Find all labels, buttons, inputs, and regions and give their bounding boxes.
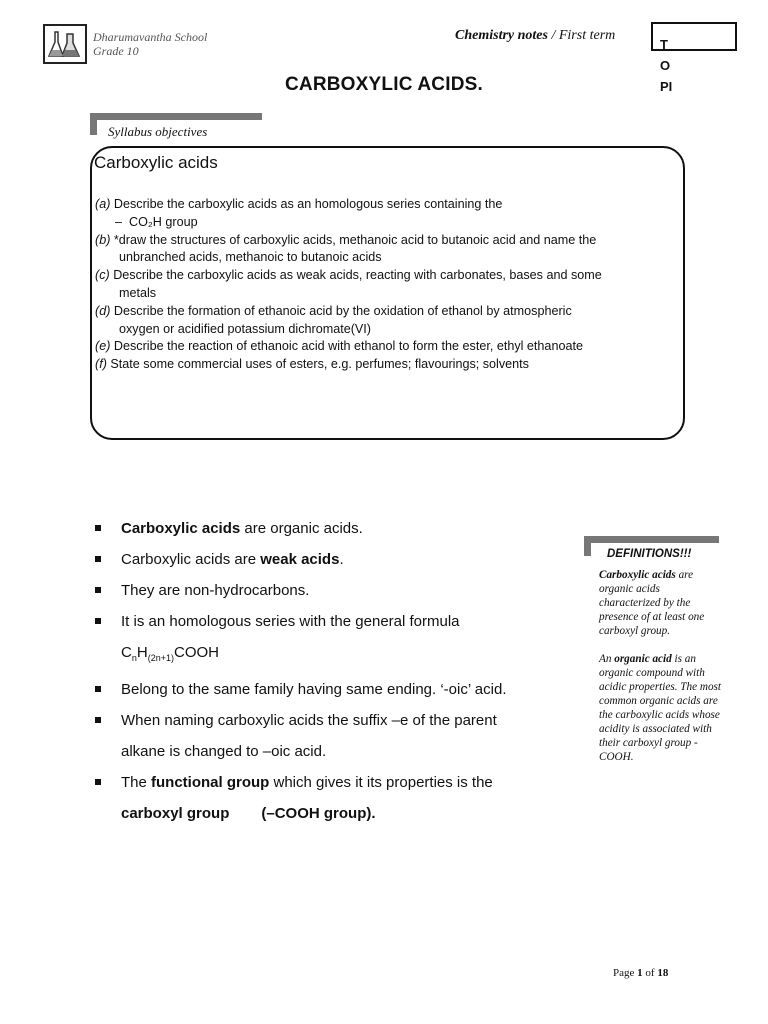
bullet-text: which gives it its properties is the xyxy=(269,774,493,791)
objective-extra: – CO₂H group xyxy=(115,214,198,229)
bullet-text: Belong to the same family having same ending. ‘-oic’ acid. xyxy=(121,681,507,698)
objective-letter: (e) xyxy=(95,339,111,354)
page-current: 1 xyxy=(637,967,643,979)
course-label xyxy=(455,28,615,44)
definition-term: Carboxylic acids xyxy=(599,569,676,581)
topic-letter: T xyxy=(660,37,668,52)
definitions-text xyxy=(599,568,724,778)
definitions-title: DEFINITIONS!!! xyxy=(607,548,692,560)
bullet-text: . xyxy=(339,551,344,568)
general-formula xyxy=(93,637,563,674)
bullet-item xyxy=(93,513,563,544)
bullet-text: The xyxy=(121,774,152,791)
definitions-bar-side xyxy=(584,536,591,556)
bullet-square-icon xyxy=(95,556,101,562)
objective-text: State some commercial uses of esters, e.g. perfumes; flavourings; solvents xyxy=(110,357,529,372)
bullet-bold: (–COOH group). xyxy=(261,805,376,822)
page-title-text: CARBOXYLIC ACIDS. xyxy=(285,74,483,95)
objective-extra-text: CO₂H group xyxy=(129,214,198,229)
definition-body: are organic acids characterized by the presence of at least one carboxyl group. xyxy=(599,569,705,637)
bullet-square-icon xyxy=(95,686,101,692)
objective-letter: (b) xyxy=(95,232,111,247)
objective-item xyxy=(95,303,680,321)
bullet-item xyxy=(93,544,563,575)
formula-part: C xyxy=(121,644,132,661)
school-logo xyxy=(43,24,87,64)
objective-letter: (d) xyxy=(95,303,111,318)
bullet-text: They are non-hydrocarbons. xyxy=(121,582,310,599)
objective-item xyxy=(95,232,680,250)
bullet-text: are organic acids. xyxy=(240,520,363,537)
objective-letter: (a) xyxy=(95,197,111,211)
topic-letter: PI xyxy=(660,79,673,94)
formula-part: COOH xyxy=(173,644,219,661)
bullet-text: Carboxylic acids are xyxy=(121,551,261,568)
page-total: 18 xyxy=(657,967,669,979)
definition-body: is an organic compound with acidic properties. The most common organic acids are the carboxylic acids whose acidity is associated with their carboxyl group - COOH. xyxy=(599,653,722,763)
school-info xyxy=(93,30,207,58)
page-label: Page xyxy=(613,967,638,979)
objective-text: Describe the reaction of ethanoic acid with ethanol to form the ester, ethyl ethanoate xyxy=(113,339,583,354)
notes-separator: / xyxy=(547,28,559,43)
bullet-square-icon xyxy=(95,779,101,785)
objective-continuation: unbranched acids, methanoic to butanoic acids xyxy=(119,250,382,265)
objective-text: Describe the carboxylic acids as an homologous series containing the xyxy=(113,197,503,211)
syllabus-bar-side xyxy=(90,113,97,135)
definition-item xyxy=(599,568,724,638)
objective-letter: (c) xyxy=(95,268,110,283)
definition-body: An xyxy=(599,653,615,665)
bullet-item xyxy=(93,767,563,798)
page-of: of xyxy=(642,967,658,979)
school-name: Dharumavantha School xyxy=(93,30,208,44)
bullet-square-icon xyxy=(95,587,101,593)
bullet-item xyxy=(93,674,563,705)
objectives-heading: Carboxylic acids xyxy=(94,153,218,172)
bullet-continuation xyxy=(93,798,563,829)
bullet-bold: weak acids xyxy=(260,551,340,568)
formula-sub: (2n+1) xyxy=(147,653,174,663)
objective-item xyxy=(95,196,680,214)
objective-continuation: oxygen or acidified potassium dichromate(VI) xyxy=(119,321,371,336)
bullet-bold: Carboxylic acids xyxy=(121,520,241,537)
objective-item xyxy=(95,267,680,285)
syllabus-bar xyxy=(90,113,262,120)
objective-item xyxy=(95,338,680,356)
bullet-bold: functional group xyxy=(151,774,270,791)
definition-term: organic acid xyxy=(614,653,672,665)
objective-text: Describe the carboxylic acids as weak acids, reacting with carbonates, bases and some xyxy=(113,268,602,283)
bullet-square-icon xyxy=(95,618,101,624)
bullet-item xyxy=(93,575,563,606)
bullet-bold: carboxyl group xyxy=(121,805,230,822)
objective-item xyxy=(95,356,680,374)
objective-text: *draw the structures of carboxylic acids, methanoic acid to butanoic acid and name the xyxy=(113,232,597,247)
bullet-square-icon xyxy=(95,717,101,723)
bullet-item xyxy=(93,606,563,637)
formula-part: H xyxy=(136,644,148,661)
bullet-text: It is an homologous series with the general formula xyxy=(121,613,460,630)
page-title xyxy=(0,74,768,96)
bullet-square-icon xyxy=(95,525,101,531)
bullet-continuation: alkane is changed to –oic acid. xyxy=(121,743,327,760)
formula-sub: n xyxy=(131,653,137,663)
objectives-list xyxy=(95,196,680,374)
flask-icon xyxy=(45,26,85,62)
bullet-item xyxy=(93,705,563,736)
objective-text: Describe the formation of ethanoic acid by the oxidation of ethanol by atmospheric xyxy=(113,303,572,318)
objective-continuation: metals xyxy=(119,285,157,300)
objective-letter: (f) xyxy=(95,357,107,372)
bullet-list xyxy=(93,513,563,829)
page-number xyxy=(613,967,668,979)
definition-item xyxy=(599,652,724,764)
term-label: First term xyxy=(558,28,616,43)
grade-label: Grade 10 xyxy=(93,44,139,58)
syllabus-label: Syllabus objectives xyxy=(108,124,208,139)
topic-letter: O xyxy=(660,58,671,73)
notes-title: Chemistry notes xyxy=(455,28,548,43)
bullet-text: When naming carboxylic acids the suffix –e of the parent xyxy=(121,712,497,729)
definitions-bar xyxy=(584,536,719,543)
